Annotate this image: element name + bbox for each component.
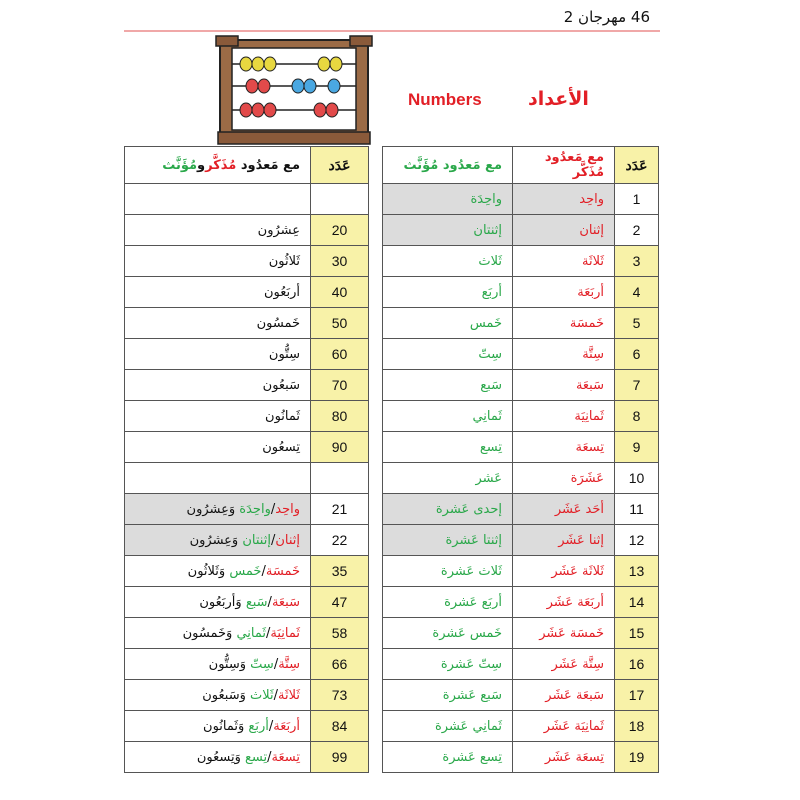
- feminine-cell: ثَلاث عَشرة: [383, 556, 513, 587]
- number-cell: 9: [615, 432, 659, 463]
- number-cell: 11: [615, 494, 659, 525]
- number-cell: 16: [615, 649, 659, 680]
- table-row: [383, 525, 659, 556]
- masculine-cell: سَبعَة عَشَر: [513, 680, 615, 711]
- tens-part: أربَعُون: [263, 284, 300, 300]
- table-row: [125, 401, 369, 432]
- number-cell: 73: [311, 680, 369, 711]
- number-cell: 60: [311, 339, 369, 370]
- number-cell: 8: [615, 401, 659, 432]
- separator: /: [261, 563, 266, 579]
- masculine-cell: ثَلاثَة: [513, 246, 615, 277]
- tens-part: وَعِشرُون: [189, 532, 243, 548]
- table-row: [383, 587, 659, 618]
- feminine-part: سِتّ: [250, 656, 274, 672]
- table-row: [125, 463, 369, 494]
- table-row: [125, 711, 369, 742]
- header-masc-and-fem: [125, 147, 311, 184]
- header-number: عَدَد: [311, 147, 369, 184]
- feminine-part: خَمس: [229, 563, 262, 579]
- table-row: [383, 494, 659, 525]
- number-cell: 80: [311, 401, 369, 432]
- separator: /: [273, 656, 279, 672]
- tens-part: تِسعُون: [262, 439, 300, 455]
- word-cell: [125, 742, 311, 773]
- table-row: [125, 432, 369, 463]
- header-masculine: مع مَعدُود مُذَكَّر: [513, 147, 615, 184]
- feminine-cell: أربَع: [383, 277, 513, 308]
- header-feminine: مع مَعدُود مُؤَنَّث: [383, 147, 513, 184]
- number-cell: 1: [615, 184, 659, 215]
- tens-part: وَأربَعُون: [199, 594, 246, 610]
- masculine-cell: إثنان: [513, 215, 615, 246]
- table-row: [383, 618, 659, 649]
- number-cell: 35: [311, 556, 369, 587]
- word-cell: [125, 680, 311, 711]
- title-english: Numbers: [408, 90, 482, 109]
- masculine-cell: ثَلاثَة عَشَر: [513, 556, 615, 587]
- number-cell: 84: [311, 711, 369, 742]
- table-row: [383, 370, 659, 401]
- table-row: [125, 215, 369, 246]
- word-cell: [125, 308, 311, 339]
- header-divider: [124, 30, 660, 32]
- number-cell: 3: [615, 246, 659, 277]
- feminine-cell: إثنتان: [383, 215, 513, 246]
- separator: /: [267, 594, 272, 610]
- table-row: [383, 432, 659, 463]
- word-cell: [125, 277, 311, 308]
- masculine-cell: ثَمانِيَة: [513, 401, 615, 432]
- table-row: [125, 246, 369, 277]
- table-row: [383, 742, 659, 773]
- table-row: [383, 556, 659, 587]
- number-cell: 20: [311, 215, 369, 246]
- tens-part: عِشرُون: [257, 222, 300, 238]
- table-row: [125, 680, 369, 711]
- feminine-part: إثنتان: [242, 532, 271, 548]
- table-row: [125, 370, 369, 401]
- table-row: [383, 339, 659, 370]
- word-cell: [125, 556, 311, 587]
- header-feminine: مُؤَنَّث: [162, 157, 198, 173]
- word-cell: [125, 587, 311, 618]
- separator: /: [266, 625, 271, 641]
- number-cell: 47: [311, 587, 369, 618]
- word-cell: [125, 246, 311, 277]
- masculine-part: واحِد: [275, 501, 300, 517]
- masculine-cell: أحَد عَشَر: [513, 494, 615, 525]
- number-cell: 12: [615, 525, 659, 556]
- tens-part: وَخَمسُون: [182, 625, 237, 641]
- feminine-cell: أربَع عَشرة: [383, 587, 513, 618]
- masculine-cell: تِسعَة عَشَر: [513, 742, 615, 773]
- tens-part: سَبعُون: [262, 377, 300, 393]
- feminine-cell: تِسع: [383, 432, 513, 463]
- feminine-cell: سَبع عَشرة: [383, 680, 513, 711]
- masculine-part: أربَعَة: [273, 718, 300, 734]
- header-masculine: مُذَكَّر: [205, 157, 237, 173]
- table-row: [125, 618, 369, 649]
- title-arabic: الأعداد: [528, 88, 589, 110]
- table-row: [125, 587, 369, 618]
- table-row: [383, 215, 659, 246]
- feminine-cell: سِتّ عَشرة: [383, 649, 513, 680]
- tens-part: وَتِسعُون: [196, 749, 245, 765]
- feminine-part: سَبع: [245, 594, 268, 610]
- number-cell: 99: [311, 742, 369, 773]
- number-cell: 40: [311, 277, 369, 308]
- header-prefix: مع مَعدُود: [236, 157, 300, 173]
- feminine-part: تِسع: [245, 749, 268, 765]
- masculine-part: سِتَّة: [278, 656, 300, 672]
- table-row: [383, 184, 659, 215]
- table-row: [125, 184, 369, 215]
- table-row: [383, 401, 659, 432]
- tens-part: وَعِشرُون: [186, 501, 240, 517]
- tens-part: وَثَمانُون: [203, 718, 249, 734]
- feminine-cell: ثَلاث: [383, 246, 513, 277]
- number-cell: [311, 463, 369, 494]
- masculine-cell: أربَعَة عَشَر: [513, 587, 615, 618]
- table-row: [125, 525, 369, 556]
- table-row: [125, 494, 369, 525]
- number-cell: 70: [311, 370, 369, 401]
- word-cell: [125, 432, 311, 463]
- masculine-part: سَبعَة: [271, 594, 300, 610]
- number-cell: 22: [311, 525, 369, 556]
- table-header-row: [125, 147, 369, 184]
- masculine-cell: سَبعَة: [513, 370, 615, 401]
- number-cell: 18: [615, 711, 659, 742]
- feminine-cell: تِسع عَشرة: [383, 742, 513, 773]
- number-cell: 66: [311, 649, 369, 680]
- word-cell: [125, 339, 311, 370]
- masculine-part: ثَلاثَة: [278, 687, 300, 703]
- abacus-illustration: [214, 34, 374, 146]
- word-cell: [125, 525, 311, 556]
- separator: /: [270, 501, 276, 517]
- masculine-part: ثَمانِيَة: [270, 625, 300, 641]
- feminine-cell: سِتّ: [383, 339, 513, 370]
- feminine-cell: سَبع: [383, 370, 513, 401]
- masculine-part: إثنان: [275, 532, 300, 548]
- tens-part: سِتُّون: [268, 346, 300, 362]
- table-header-row: [383, 147, 659, 184]
- number-cell: 7: [615, 370, 659, 401]
- number-cell: 10: [615, 463, 659, 494]
- separator: /: [267, 749, 272, 765]
- number-cell: [311, 184, 369, 215]
- table-row: [383, 711, 659, 742]
- word-cell: [125, 711, 311, 742]
- number-cell: 13: [615, 556, 659, 587]
- feminine-cell: إثنتا عَشرة: [383, 525, 513, 556]
- number-cell: 30: [311, 246, 369, 277]
- feminine-part: أربَع: [248, 718, 269, 734]
- number-cell: 15: [615, 618, 659, 649]
- feminine-part: ثَمانِي: [236, 625, 266, 641]
- word-cell: [125, 370, 311, 401]
- table-row: [383, 246, 659, 277]
- word-cell: [125, 618, 311, 649]
- table-row: [383, 463, 659, 494]
- feminine-part: ثَلاث: [250, 687, 274, 703]
- tens-part: خَمسُون: [256, 315, 300, 331]
- masculine-cell: خَمسَة عَشَر: [513, 618, 615, 649]
- table-row: [125, 277, 369, 308]
- word-cell: [125, 649, 311, 680]
- masculine-part: تِسعَة: [271, 749, 300, 765]
- feminine-cell: ثَمانِي: [383, 401, 513, 432]
- tens-part: وَسَبعُون: [202, 687, 251, 703]
- masculine-cell: إثنا عَشَر: [513, 525, 615, 556]
- masculine-cell: واحِد: [513, 184, 615, 215]
- word-cell: [125, 215, 311, 246]
- number-cell: 5: [615, 308, 659, 339]
- feminine-cell: ثَمانِي عَشرة: [383, 711, 513, 742]
- tens-part: ثَلاثُون: [268, 253, 300, 269]
- table-row: [383, 680, 659, 711]
- masculine-cell: سِتَّة: [513, 339, 615, 370]
- number-cell: 17: [615, 680, 659, 711]
- masculine-cell: ثَمانِيَة عَشَر: [513, 711, 615, 742]
- feminine-cell: خَمس: [383, 308, 513, 339]
- masculine-part: خَمسَة: [265, 563, 300, 579]
- page-header: 46 مهرجان 2: [563, 8, 650, 26]
- separator: /: [270, 532, 276, 548]
- table-row: [125, 649, 369, 680]
- tens-part: وَسِتُّون: [208, 656, 251, 672]
- table-row: [383, 649, 659, 680]
- table-row: [125, 339, 369, 370]
- masculine-cell: تِسعَة: [513, 432, 615, 463]
- word-cell: [125, 463, 311, 494]
- feminine-cell: خَمس عَشرة: [383, 618, 513, 649]
- numbers-table-1-19: [382, 146, 659, 773]
- number-cell: 21: [311, 494, 369, 525]
- number-cell: 4: [615, 277, 659, 308]
- tens-part: ثَمانُون: [265, 408, 300, 424]
- separator: /: [273, 687, 279, 703]
- number-cell: 58: [311, 618, 369, 649]
- feminine-cell: إحدى عَشرة: [383, 494, 513, 525]
- word-cell: [125, 494, 311, 525]
- table-row: [125, 742, 369, 773]
- number-cell: 90: [311, 432, 369, 463]
- table-row: [383, 277, 659, 308]
- table-row: [383, 308, 659, 339]
- number-cell: 50: [311, 308, 369, 339]
- masculine-cell: عَشَرَة: [513, 463, 615, 494]
- masculine-cell: سِتَّة عَشَر: [513, 649, 615, 680]
- number-cell: 6: [615, 339, 659, 370]
- number-cell: 2: [615, 215, 659, 246]
- numbers-table-tens: [124, 146, 369, 773]
- feminine-cell: واحِدَة: [383, 184, 513, 215]
- header-and: و: [197, 157, 206, 173]
- separator: /: [268, 718, 274, 734]
- number-cell: 14: [615, 587, 659, 618]
- header-number: عَدَد: [615, 147, 659, 184]
- feminine-part: واحِدَة: [239, 501, 271, 517]
- feminine-cell: عَشر: [383, 463, 513, 494]
- table-row: [125, 308, 369, 339]
- masculine-cell: أربَعَة: [513, 277, 615, 308]
- table-row: [125, 556, 369, 587]
- word-cell: [125, 184, 311, 215]
- word-cell: [125, 401, 311, 432]
- tens-part: وَثَلاثُون: [187, 563, 230, 579]
- masculine-cell: خَمسَة: [513, 308, 615, 339]
- number-cell: 19: [615, 742, 659, 773]
